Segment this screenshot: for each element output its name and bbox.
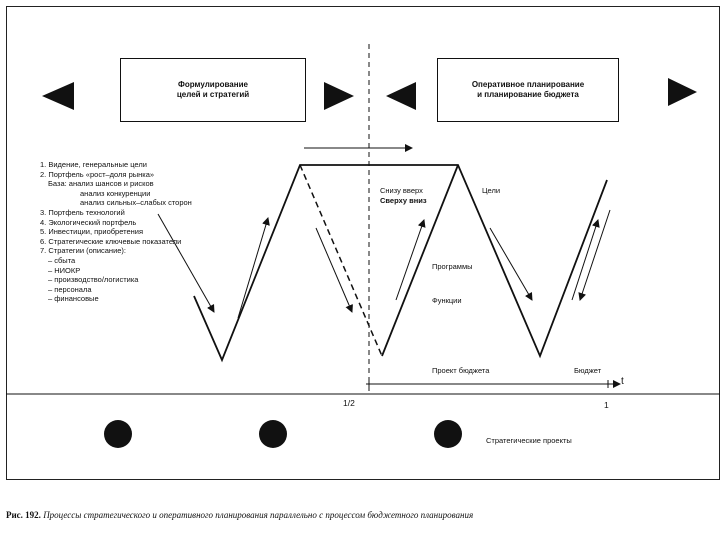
strategy-box: Формулирование целей и стратегий	[120, 58, 306, 122]
list-item: – производство/логистика	[48, 275, 139, 285]
project-dot-3	[434, 420, 462, 448]
list-item: 2. Портфель «рост–доля рынка»	[40, 169, 155, 179]
list-item: 1. Видение, генеральные цели	[40, 160, 147, 169]
tick-label-one: 1	[604, 400, 609, 410]
label-programs: Программы	[432, 262, 473, 271]
label-top-down: Сверху вниз	[380, 196, 427, 205]
list-item: – персонала	[48, 284, 92, 294]
figure-caption	[6, 510, 473, 520]
label-goals: Цели	[482, 186, 501, 195]
list-item: База: анализ шансов и рисков	[48, 179, 154, 189]
caption-text: Процессы стратегического и оперативного планирования параллельно с процессом бюджетного планирования	[40, 510, 474, 520]
label-strategic-projects: Стратегические проекты	[486, 436, 572, 445]
arrow-down-2	[316, 228, 352, 312]
label-budget: Бюджет	[574, 366, 602, 375]
arrow-up-1	[238, 218, 268, 318]
list-item: – финансовые	[48, 294, 99, 304]
tick-label-half: 1/2	[343, 398, 355, 408]
dashed-descent	[300, 165, 382, 356]
left-triangle-arrow	[42, 82, 74, 110]
list-item: 3. Портфель технологий	[40, 207, 125, 217]
strategy-list	[40, 160, 192, 304]
center-right-triangle-arrow	[386, 82, 416, 110]
label-functions: Функции	[432, 296, 462, 305]
caption-number: Рис. 192.	[6, 510, 41, 520]
project-dot-2	[259, 420, 287, 448]
label-budget-project: Проект бюджета	[432, 366, 490, 375]
arrow-down-4	[580, 210, 610, 300]
list-item: – НИОКР	[48, 265, 81, 275]
list-item: анализ конкуренции	[80, 188, 151, 198]
list-item: анализ сильных–слабых сторон	[80, 198, 192, 208]
label-bottom-up: Снизу вверх	[380, 186, 423, 195]
list-item: – сбыта	[48, 255, 76, 265]
right-triangle-arrow	[668, 78, 697, 106]
list-item: 7. Стратегии (описание):	[40, 246, 127, 256]
center-left-triangle-arrow	[324, 82, 354, 110]
axis-label-t: t	[621, 376, 624, 387]
list-item: 4. Экологический портфель	[40, 217, 137, 227]
list-item: 6. Стратегические ключевые показатели	[40, 236, 182, 246]
list-item: 5. Инвестиции, приобретения	[40, 227, 144, 237]
project-dot-1	[104, 420, 132, 448]
operational-box: Оперативное планирование и планирование бюджета	[437, 58, 619, 122]
